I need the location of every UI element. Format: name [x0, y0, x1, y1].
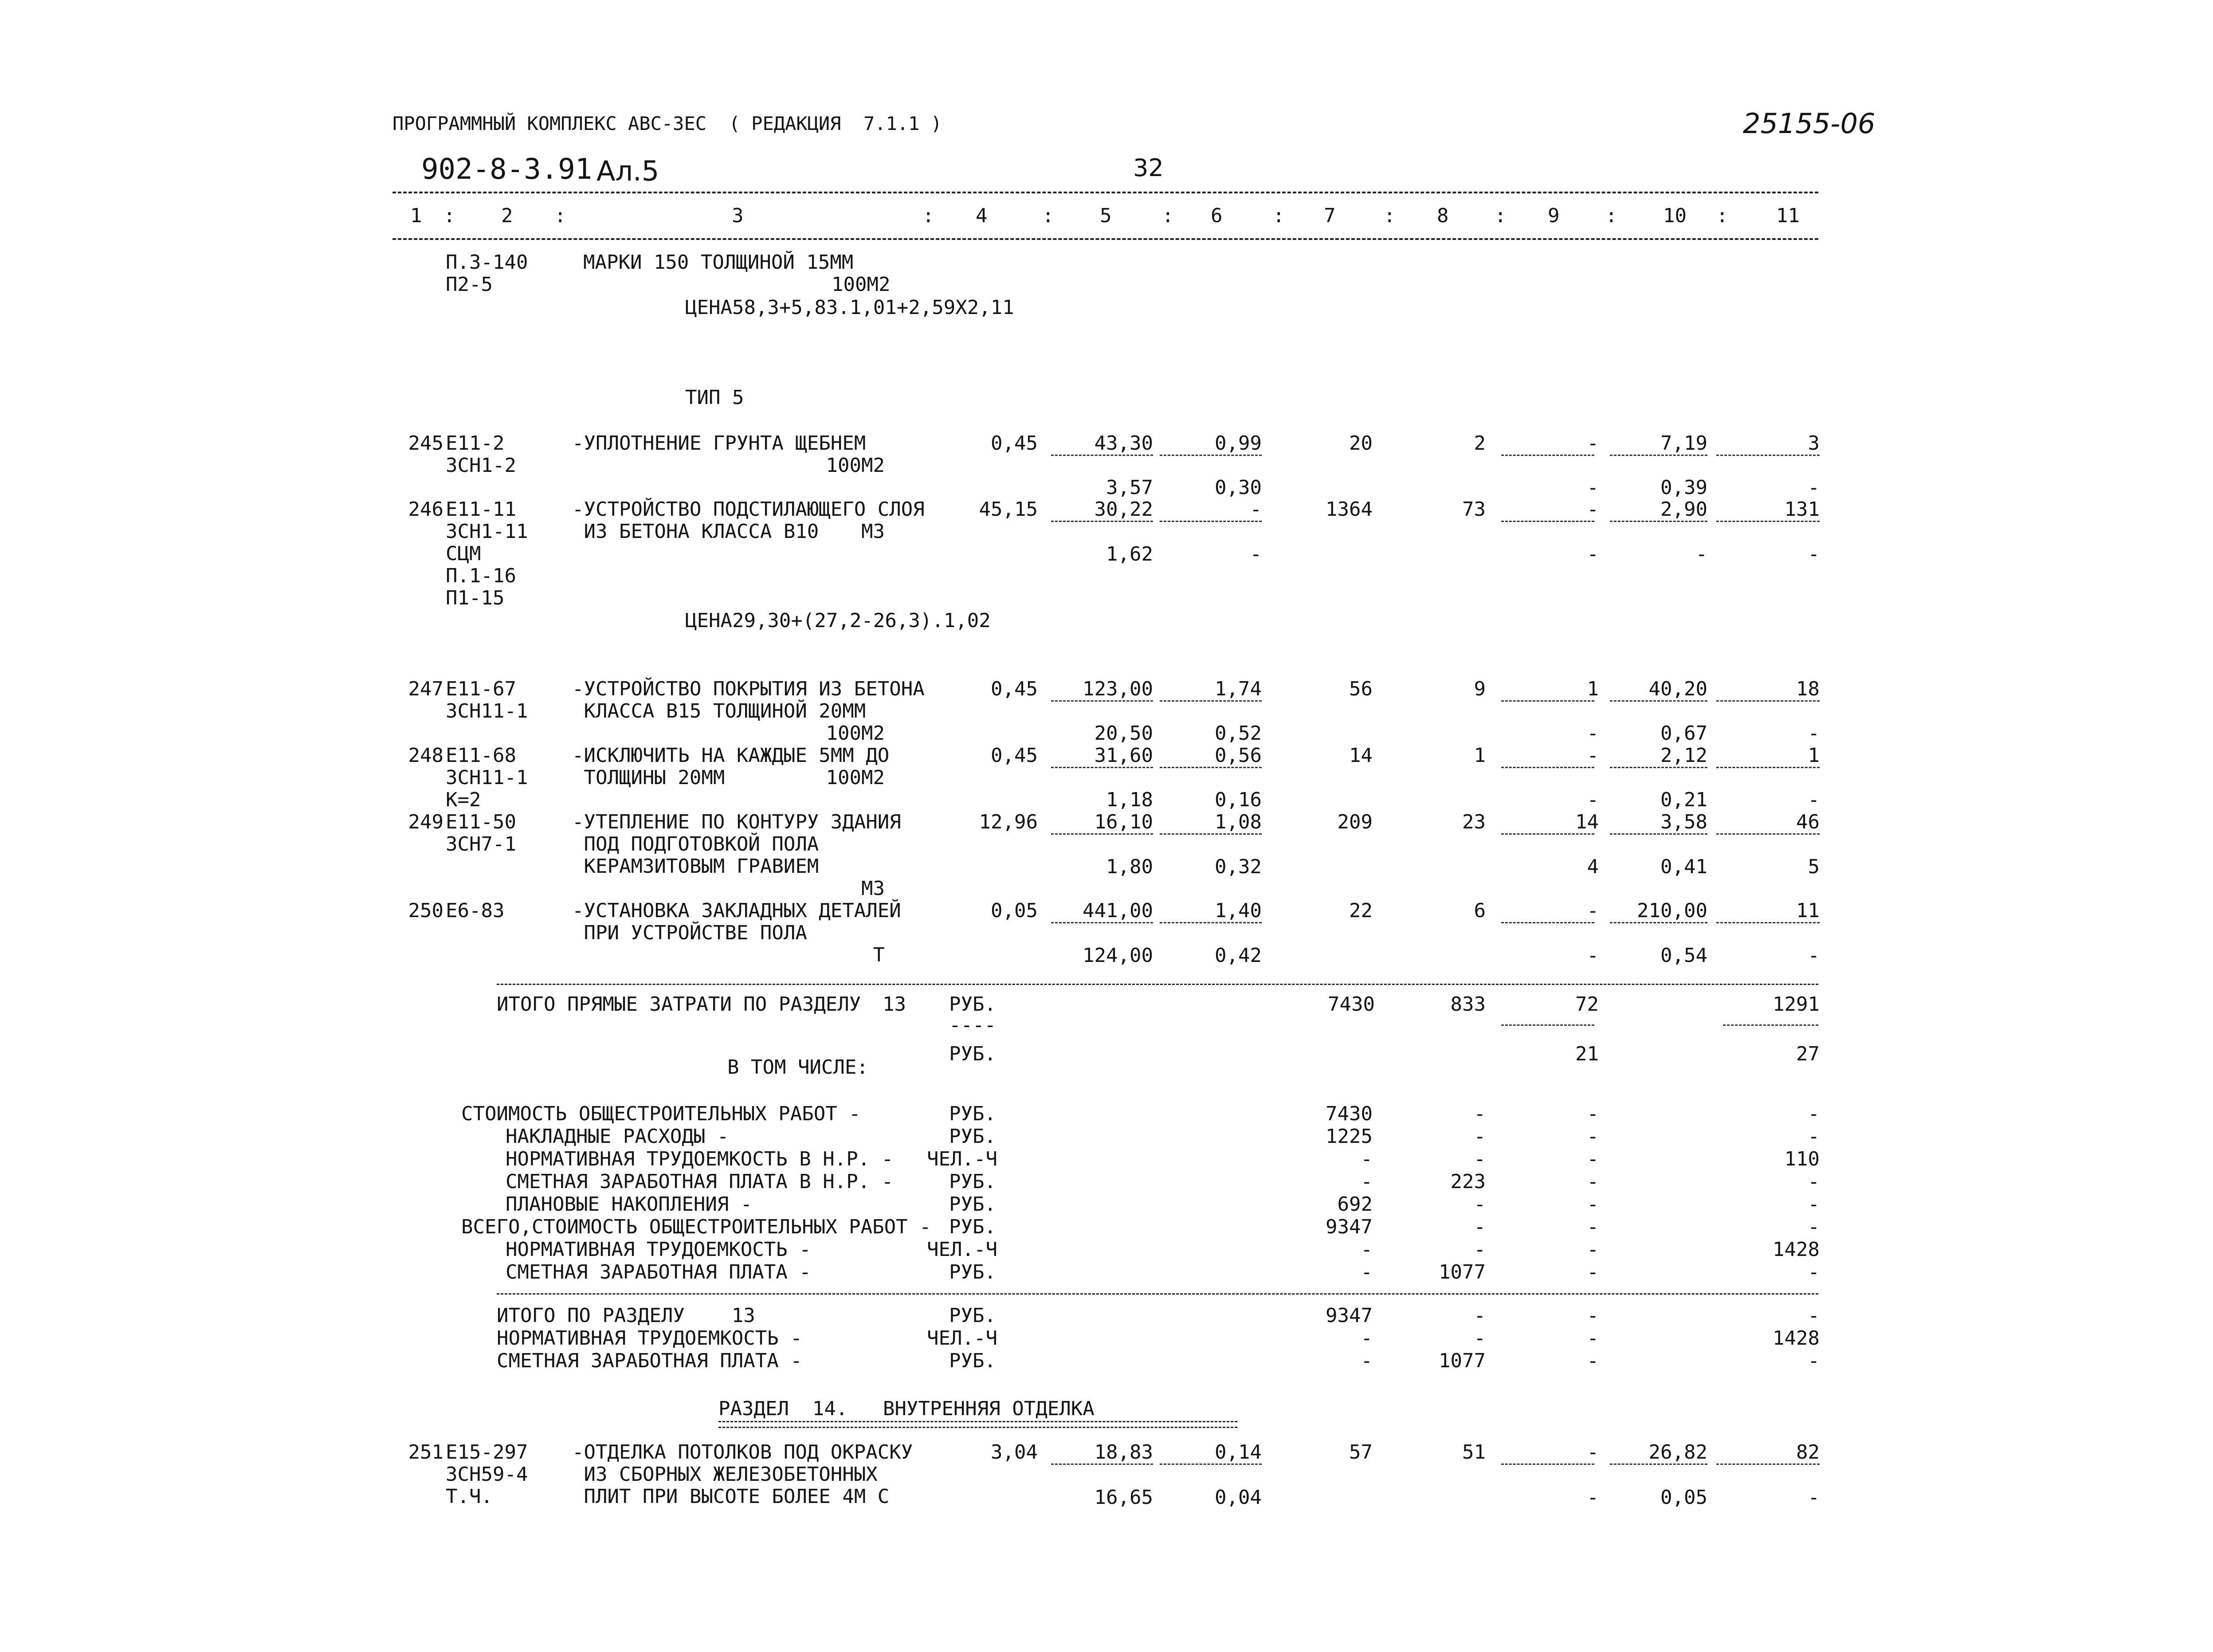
summary-col9: - — [1587, 1103, 1599, 1125]
entry-c11: 1 — [1808, 744, 1820, 767]
entry-number: 249 — [408, 811, 443, 833]
column-separator: : — [1273, 204, 1285, 227]
sub-rule — [1051, 455, 1153, 456]
total-col11-sub: 27 — [1796, 1043, 1820, 1065]
entry-c10: 7,19 — [1660, 432, 1707, 455]
sub-rule — [1610, 1464, 1707, 1465]
column-separator: : — [1384, 204, 1396, 227]
entry-number: 245 — [408, 432, 443, 455]
summary-label: ПЛАНОВЫЕ НАКОПЛЕНИЯ - — [506, 1193, 753, 1216]
entry-code: Е11-68 — [446, 744, 516, 767]
summary-label: ВСЕГО,СТОИМОСТЬ ОБЩЕСТРОИТЕЛЬНЫХ РАБОТ - — [461, 1216, 931, 1238]
entry-description: ТОЛЩИНЫ 20ММ — [572, 766, 725, 789]
entry-code-line: 3СН1-11 — [446, 520, 528, 543]
sub-rule — [1716, 455, 1820, 456]
total-col7: 7430 — [1328, 993, 1375, 1016]
summary-col11: - — [1808, 1125, 1820, 1148]
unit: РУБ. — [949, 1043, 996, 1065]
entry-unit: 100М2 — [826, 722, 885, 745]
summary-label: НАКЛАДНЫЕ РАСХОДЫ - — [506, 1125, 729, 1148]
entry-code-line: 3СН59-4 — [446, 1463, 528, 1486]
column-separator: : — [1162, 204, 1174, 227]
entry-c9: - — [1587, 498, 1599, 521]
sub-c10: 0,21 — [1660, 789, 1707, 811]
summary-label: ИТОГО ПО РАЗДЕЛУ 13 — [497, 1304, 755, 1327]
page-number: 32 — [1133, 154, 1164, 182]
sub-rule — [1716, 833, 1820, 835]
sub-c5: 16,65 — [1094, 1486, 1153, 1509]
sub-rule — [1160, 521, 1262, 522]
entry-c7: 22 — [1349, 899, 1373, 922]
entry-qty: 12,96 — [979, 811, 1038, 833]
sub-rule — [1160, 1464, 1262, 1465]
entry-c9: - — [1587, 432, 1599, 455]
entry-c10: 210,00 — [1637, 899, 1707, 922]
sub-rule — [1160, 455, 1262, 456]
sub-rule — [1160, 833, 1262, 835]
column-number: 8 — [1437, 204, 1449, 227]
summary-unit: РУБ. — [949, 1304, 996, 1327]
entry-qty: 3,04 — [991, 1441, 1038, 1464]
entry-number: 246 — [408, 498, 443, 521]
entry-number: 250 — [408, 899, 443, 922]
sub-c10: - — [1695, 543, 1707, 565]
section-title-underline — [718, 1421, 1237, 1428]
entry-code-line: СЦМ — [446, 542, 481, 565]
summary-col9: - — [1587, 1304, 1599, 1327]
entry-c7: 14 — [1349, 744, 1373, 767]
entry-code-line: К=2 — [446, 789, 481, 811]
summary-col9: - — [1587, 1170, 1599, 1193]
total-col11: 1291 — [1773, 993, 1820, 1016]
entry-description: -УПЛОТНЕНИЕ ГРУНТА ЩЕБНЕМ — [572, 432, 866, 455]
sub-c11: - — [1808, 476, 1820, 499]
sub-rule — [1716, 521, 1820, 522]
summary-col9: - — [1587, 1125, 1599, 1148]
entry-c11: 3 — [1808, 432, 1820, 455]
sub-c10: 0,54 — [1660, 944, 1707, 967]
summary-col8: 223 — [1450, 1170, 1486, 1193]
unit: 100М2 — [832, 273, 891, 296]
entry-c6: 1,40 — [1215, 899, 1262, 922]
summary-unit: ЧЕЛ.-Ч — [927, 1238, 997, 1261]
summary-col9: - — [1587, 1327, 1599, 1350]
entry-c8: 9 — [1474, 678, 1486, 700]
summary-col7: 1225 — [1326, 1125, 1373, 1148]
entry-description: ПРИ УСТРОЙСТВЕ ПОЛА — [572, 922, 807, 944]
column-number: 2 — [501, 204, 513, 227]
entry-c5: 43,30 — [1094, 432, 1153, 455]
column-number: 11 — [1776, 204, 1800, 227]
entry-qty: 45,15 — [979, 498, 1038, 521]
summary-unit: РУБ. — [949, 1193, 996, 1216]
column-separator: : — [1042, 204, 1054, 227]
sub-c11: - — [1808, 1486, 1820, 1509]
summary-col7: - — [1361, 1261, 1373, 1283]
sub-c9: - — [1587, 722, 1599, 745]
entry-code: Е15-297 — [446, 1441, 528, 1464]
column-number: 10 — [1663, 204, 1687, 227]
entry-c5: 16,10 — [1094, 811, 1153, 833]
entry-description: ИЗ СБОРНЫХ ЖЕЛЕЗОБЕТОННЫХ — [572, 1463, 878, 1486]
sub-rule — [1610, 833, 1707, 835]
entry-code-line: 3СН1-2 — [446, 454, 516, 477]
unit: РУБ. — [949, 993, 996, 1016]
summary-label: СМЕТНАЯ ЗАРАБОТНАЯ ПЛАТА - — [506, 1261, 811, 1283]
summary-label: СМЕТНАЯ ЗАРАБОТНАЯ ПЛАТА - — [497, 1350, 802, 1372]
entry-code: Е6-83 — [446, 899, 505, 922]
summary-col9: - — [1587, 1148, 1599, 1170]
sub-rule — [1501, 455, 1594, 456]
entry-description: -УСТРОЙСТВО ПОДСТИЛАЮЩЕГО СЛОЯ — [572, 498, 925, 521]
summary-col9: - — [1587, 1261, 1599, 1283]
sub-rule — [1501, 767, 1594, 768]
sub-rule — [1501, 833, 1594, 835]
summary-col8: - — [1474, 1103, 1486, 1125]
entry-c9: - — [1587, 744, 1599, 767]
price-formula: ЦЕНА29,30+(27,2-26,3).1,02 — [685, 609, 991, 632]
sub-c5: 1,62 — [1106, 543, 1153, 565]
column-separator: : — [1495, 204, 1507, 227]
sub-c5: 20,50 — [1094, 722, 1153, 745]
summary-label: НОРМАТИВНАЯ ТРУДОЕМКОСТЬ В Н.Р. - — [506, 1148, 894, 1170]
entry-code: Е11-50 — [446, 811, 516, 833]
entry-c11: 82 — [1796, 1441, 1820, 1464]
total-col8: 833 — [1450, 993, 1486, 1016]
sub-c10: 0,67 — [1660, 722, 1707, 745]
entry-qty: 0,45 — [991, 744, 1038, 767]
summary-unit: РУБ. — [949, 1170, 996, 1193]
sub-rule — [1610, 922, 1707, 923]
summary-col7: 9347 — [1326, 1216, 1373, 1238]
sub-c6: 0,52 — [1215, 722, 1262, 745]
sub-c5: 1,18 — [1106, 789, 1153, 811]
summary-col11: 1428 — [1773, 1327, 1820, 1350]
entry-c9: 1 — [1587, 678, 1599, 700]
entry-c7: 57 — [1349, 1441, 1373, 1464]
direct-total-label: ИТОГО ПРЯМЫЕ ЗАТРАТИ ПО РАЗДЕЛУ — [497, 993, 861, 1016]
summary-col9: - — [1587, 1216, 1599, 1238]
entry-c7: 1364 — [1326, 498, 1373, 521]
summary-label: НОРМАТИВНАЯ ТРУДОЕМКОСТЬ - — [506, 1238, 811, 1261]
project-code: 902-8-3.91 — [421, 153, 592, 186]
including-label: В ТОМ ЧИСЛЕ: — [727, 1056, 868, 1079]
summary-col8: 1077 — [1439, 1350, 1486, 1372]
summary-col7: - — [1361, 1327, 1373, 1350]
entry-c5: 18,83 — [1094, 1441, 1153, 1464]
summary-col7: 692 — [1337, 1193, 1373, 1216]
summary-rule — [497, 1293, 1818, 1295]
entry-c5: 30,22 — [1094, 498, 1153, 521]
sub-rule — [1051, 833, 1153, 835]
column-number: 9 — [1548, 204, 1560, 227]
sub-c10: 0,05 — [1660, 1486, 1707, 1509]
sub-rule — [1610, 521, 1707, 522]
summary-label: СТОИМОСТЬ ОБЩЕСТРОИТЕЛЬНЫХ РАБОТ - — [461, 1103, 861, 1125]
summary-col11: - — [1808, 1103, 1820, 1125]
entry-c10: 3,58 — [1660, 811, 1707, 833]
summary-col8: - — [1474, 1216, 1486, 1238]
sub-c6: 0,30 — [1215, 476, 1262, 499]
sub-rule — [1716, 700, 1820, 702]
entry-c11: 11 — [1796, 899, 1820, 922]
summary-unit: ЧЕЛ.-Ч — [927, 1148, 997, 1170]
summary-col7: 7430 — [1326, 1103, 1373, 1125]
entry-code-line: Т.Ч. — [446, 1485, 493, 1508]
entry-description: КЕРАМЗИТОВЫМ ГРАВИЕМ — [572, 855, 819, 878]
entry-description: ПЛИТ ПРИ ВЫСОТЕ БОЛЕЕ 4М С — [572, 1485, 890, 1508]
entry-c7: 56 — [1349, 678, 1373, 700]
summary-col11: - — [1808, 1170, 1820, 1193]
sub-c6: - — [1250, 543, 1262, 565]
sub-rule — [1051, 700, 1153, 702]
entry-c6: 0,56 — [1215, 744, 1262, 767]
sub-c5: 3,57 — [1106, 476, 1153, 499]
summary-col11: - — [1808, 1304, 1820, 1327]
entry-description: -ОТДЕЛКА ПОТОЛКОВ ПОД ОКРАСКУ — [572, 1441, 913, 1464]
entry-description: -ИСКЛЮЧИТЬ НА КАЖДЫЕ 5ММ ДО — [572, 744, 890, 767]
summary-col11: - — [1808, 1350, 1820, 1372]
summary-col9: - — [1587, 1193, 1599, 1216]
sub-c5: 1,80 — [1106, 855, 1153, 878]
entry-code-line: 3СН7-1 — [446, 833, 516, 855]
entry-c8: 2 — [1474, 432, 1486, 455]
entry-c9: 14 — [1575, 811, 1599, 833]
sub-c6: 0,42 — [1215, 944, 1262, 967]
entry-description: -УСТАНОВКА ЗАКЛАДНЫХ ДЕТАЛЕЙ — [572, 899, 901, 922]
entry-description: ПОД ПОДГОТОВКОЙ ПОЛА — [572, 833, 819, 855]
entry-description: -УСТРОЙСТВО ПОКРЫТИЯ ИЗ БЕТОНА — [572, 678, 925, 700]
sub-rule — [1051, 767, 1153, 768]
entry-c8: 73 — [1462, 498, 1486, 521]
entry-code: Е11-2 — [446, 432, 505, 455]
summary-col7: - — [1361, 1238, 1373, 1261]
summary-col9: - — [1587, 1350, 1599, 1372]
entry-code-line: 3СН11-1 — [446, 766, 528, 789]
sub-rule — [1160, 700, 1262, 702]
column-number: 4 — [976, 204, 988, 227]
entry-unit: 100М2 — [826, 766, 885, 789]
summary-col9: - — [1587, 1238, 1599, 1261]
summary-col7: - — [1361, 1148, 1373, 1170]
sub-c6: 0,32 — [1215, 855, 1262, 878]
entry-c9: - — [1587, 1441, 1599, 1464]
entry-c7: 20 — [1349, 432, 1373, 455]
column-separator: : — [1716, 204, 1728, 227]
entry-c6: 0,99 — [1215, 432, 1262, 455]
summary-col11: - — [1808, 1193, 1820, 1216]
entry-c10: 2,12 — [1660, 744, 1707, 767]
summary-unit: РУБ. — [949, 1350, 996, 1372]
sub-rule — [1723, 1024, 1818, 1026]
total-col9: 72 — [1575, 993, 1599, 1016]
header-rule-bottom — [392, 238, 1818, 240]
sub-c9: - — [1587, 543, 1599, 565]
entry-code-line: П1-15 — [446, 587, 505, 609]
sub-rule — [1716, 1464, 1820, 1465]
column-separator: : — [554, 204, 566, 227]
document-number: 25155-06 — [1743, 107, 1876, 140]
program-title: ПРОГРАММНЫЙ КОМПЛЕКС АВС-3ЕС ( РЕДАКЦИЯ 7.1.1 ) — [392, 113, 942, 134]
entry-c5: 441,00 — [1083, 899, 1153, 922]
sub-rule — [1610, 767, 1707, 768]
summary-col11: 110 — [1784, 1148, 1820, 1170]
header-rule-top — [392, 192, 1818, 193]
total-col9-sub: 21 — [1575, 1043, 1599, 1065]
summary-col11: 1428 — [1773, 1238, 1820, 1261]
entry-c10: 26,82 — [1648, 1441, 1707, 1464]
sub-c5: 124,00 — [1083, 944, 1153, 967]
summary-col8: - — [1474, 1238, 1486, 1261]
sub-rule — [1160, 767, 1262, 768]
entry-code: Е11-11 — [446, 498, 516, 521]
sub-rule — [1501, 1464, 1594, 1465]
sub-c11: - — [1808, 722, 1820, 745]
summary-col11: - — [1808, 1261, 1820, 1283]
entry-unit: М3 — [861, 520, 885, 543]
summary-unit: РУБ. — [949, 1103, 996, 1125]
entry-c8: 23 — [1462, 811, 1486, 833]
entry-description: -УТЕПЛЕНИЕ ПО КОНТУРУ ЗДАНИЯ — [572, 811, 901, 833]
column-number: 3 — [732, 204, 744, 227]
column-number: 7 — [1324, 204, 1336, 227]
sub-c6: 0,04 — [1215, 1486, 1262, 1509]
entry-c7: 209 — [1337, 811, 1373, 833]
column-number: 6 — [1211, 204, 1223, 227]
price-formula: ЦЕНА58,3+5,83.1,01+2,59Х2,11 — [685, 296, 1014, 319]
entry-description: ИЗ БЕТОНА КЛАССА В10 — [572, 520, 819, 543]
sub-c9: - — [1587, 789, 1599, 811]
sub-rule — [1501, 922, 1594, 923]
summary-unit: РУБ. — [949, 1216, 996, 1238]
column-number: 1 — [410, 204, 422, 227]
sub-c6: 0,16 — [1215, 789, 1262, 811]
entry-unit: Т — [873, 944, 885, 966]
entry-c10: 40,20 — [1648, 678, 1707, 700]
sub-c9: - — [1587, 944, 1599, 967]
entry-c5: 31,60 — [1094, 744, 1153, 767]
type-label: ТИП 5 — [685, 386, 744, 409]
column-separator: : — [1605, 204, 1617, 227]
column-separator: : — [922, 204, 934, 227]
sub-c9: - — [1587, 1486, 1599, 1509]
summary-col8: - — [1474, 1148, 1486, 1170]
summary-col8: - — [1474, 1125, 1486, 1148]
entry-c11: 131 — [1784, 498, 1820, 521]
totals-rule — [497, 984, 1818, 985]
ref-code: П.3-140 — [446, 251, 528, 274]
entry-c8: 51 — [1462, 1441, 1486, 1464]
entry-unit: 100М2 — [826, 454, 885, 477]
entry-code-line: 3СН11-1 — [446, 700, 528, 722]
unit-underline: ---- — [949, 1014, 996, 1036]
sub-rule — [1051, 1464, 1153, 1465]
entry-c6: 1,08 — [1215, 811, 1262, 833]
sub-rule — [1051, 922, 1153, 923]
entry-c6: 0,14 — [1215, 1441, 1262, 1464]
direct-total-section: 13 — [883, 993, 906, 1016]
summary-unit: РУБ. — [949, 1261, 996, 1283]
sub-rule — [1610, 700, 1707, 702]
entry-c6: - — [1250, 498, 1262, 521]
column-separator: : — [443, 204, 455, 227]
entry-number: 251 — [408, 1441, 443, 1464]
sub-c11: - — [1808, 789, 1820, 811]
section-title: РАЗДЕЛ 14. ВНУТРЕННЯЯ ОТДЕЛКА — [718, 1397, 1095, 1420]
summary-col7: 9347 — [1326, 1304, 1373, 1327]
summary-col7: - — [1361, 1170, 1373, 1193]
column-number: 5 — [1100, 204, 1112, 227]
ref-code: П2-5 — [446, 273, 493, 296]
entry-qty: 0,45 — [991, 678, 1038, 700]
summary-label: НОРМАТИВНАЯ ТРУДОЕМКОСТЬ - — [497, 1327, 802, 1350]
sub-c11: 5 — [1808, 855, 1820, 878]
description: МАРКИ 150 ТОЛЩИНОЙ 15ММ — [583, 251, 854, 274]
summary-col8: - — [1474, 1193, 1486, 1216]
entry-c11: 18 — [1796, 678, 1820, 700]
entry-c11: 46 — [1796, 811, 1820, 833]
sub-rule — [1716, 922, 1820, 923]
sub-rule — [1716, 767, 1820, 768]
sub-c9: 4 — [1587, 855, 1599, 878]
entry-c10: 2,90 — [1660, 498, 1707, 521]
summary-col8: 1077 — [1439, 1261, 1486, 1283]
sub-rule — [1501, 1024, 1594, 1026]
summary-unit: РУБ. — [949, 1125, 996, 1148]
entry-c8: 1 — [1474, 744, 1486, 767]
entry-c5: 123,00 — [1083, 678, 1153, 700]
album-label: Ал.5 — [596, 155, 659, 187]
sub-c10: 0,41 — [1660, 855, 1707, 878]
entry-c8: 6 — [1474, 899, 1486, 922]
summary-col11: - — [1808, 1216, 1820, 1238]
entry-code-line: П.1-16 — [446, 565, 516, 587]
sub-rule — [1160, 922, 1262, 923]
sub-rule — [1501, 700, 1594, 702]
sub-c11: - — [1808, 944, 1820, 967]
entry-unit: М3 — [861, 877, 885, 900]
summary-col8: - — [1474, 1304, 1486, 1327]
sub-rule — [1051, 521, 1153, 522]
sub-c9: - — [1587, 476, 1599, 499]
summary-label: СМЕТНАЯ ЗАРАБОТНАЯ ПЛАТА В Н.Р. - — [506, 1170, 894, 1193]
entry-code: Е11-67 — [446, 678, 516, 700]
entry-c9: - — [1587, 899, 1599, 922]
summary-col8: - — [1474, 1327, 1486, 1350]
entry-c6: 1,74 — [1215, 678, 1262, 700]
summary-col7: - — [1361, 1350, 1373, 1372]
sub-rule — [1501, 521, 1594, 522]
sub-c10: 0,39 — [1660, 476, 1707, 499]
entry-qty: 0,05 — [991, 899, 1038, 922]
sub-rule — [1610, 455, 1707, 456]
summary-unit: ЧЕЛ.-Ч — [927, 1327, 997, 1350]
entry-description: КЛАССА В15 ТОЛЩИНОЙ 20ММ — [572, 700, 866, 722]
entry-number: 247 — [408, 678, 443, 700]
entry-number: 248 — [408, 744, 443, 767]
sub-c11: - — [1808, 543, 1820, 565]
entry-qty: 0,45 — [991, 432, 1038, 455]
